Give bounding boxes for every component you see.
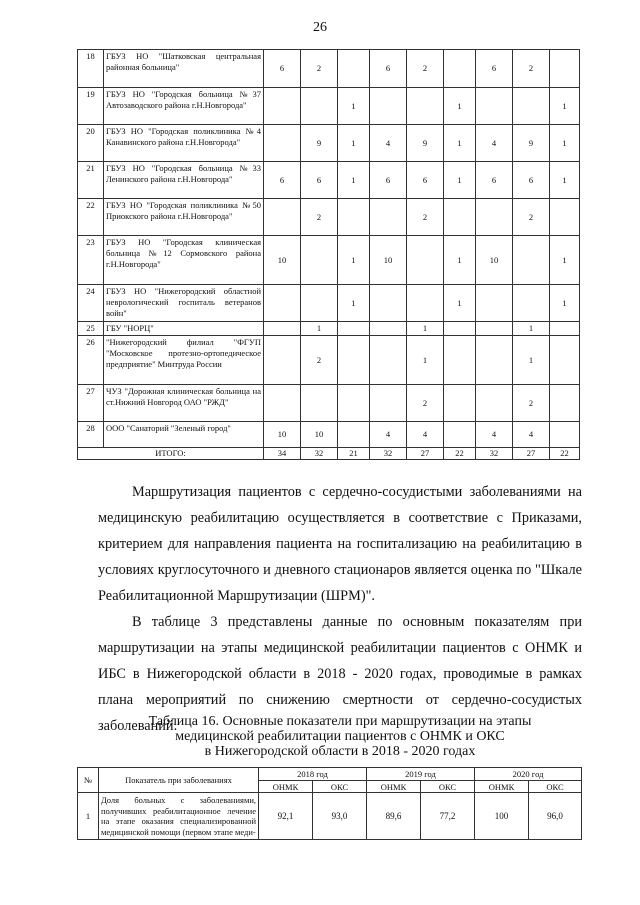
value-cell: 89,6	[367, 793, 421, 840]
count-cell: 10	[264, 236, 301, 285]
facility-name: ГБУЗ НО "Городская клиническая больница №12 Сормовского района г.Н.Новгорода"	[104, 236, 264, 285]
value-cell: 92,1	[259, 793, 313, 840]
count-cell	[338, 50, 370, 88]
count-cell	[444, 336, 476, 385]
total-cell: 27	[513, 448, 550, 460]
count-cell: 6	[264, 50, 301, 88]
count-cell: 2	[407, 50, 444, 88]
facility-name: ГБУЗ НО "Городская больница №33 Ленинского района г.Н.Новгорода"	[104, 162, 264, 199]
count-cell	[407, 88, 444, 125]
count-cell	[264, 125, 301, 162]
count-cell: 2	[513, 199, 550, 236]
subheader-cell: ОНМК	[259, 781, 313, 793]
table-row	[78, 336, 580, 385]
count-cell: 1	[444, 285, 476, 322]
facility-name: ГБУЗ НО "Шатковская центральная районная больница"	[104, 50, 264, 88]
count-cell	[264, 199, 301, 236]
count-cell	[264, 322, 301, 336]
total-label: ИТОГО:	[78, 448, 264, 460]
count-cell: 1	[338, 125, 370, 162]
count-cell: 6	[513, 162, 550, 199]
row-number: 28	[78, 422, 104, 448]
table-row	[78, 50, 580, 88]
total-cell: 21	[338, 448, 370, 460]
count-cell	[407, 236, 444, 285]
count-cell	[550, 422, 580, 448]
count-cell	[550, 322, 580, 336]
count-cell	[370, 322, 407, 336]
facility-name: "Нижегородский филиал "ФГУП "Московское протезно-ортопедическое предприятие" Минтруда России	[104, 336, 264, 385]
count-cell: 4	[513, 422, 550, 448]
count-cell	[338, 385, 370, 422]
count-cell: 6	[301, 162, 338, 199]
facility-name: ГБУЗ НО "Городская поликлиника №50 Приокского района г.Н.Новгорода"	[104, 199, 264, 236]
count-cell: 10	[264, 422, 301, 448]
count-cell: 1	[301, 322, 338, 336]
count-cell	[476, 285, 513, 322]
row-number: 18	[78, 50, 104, 88]
count-cell	[370, 336, 407, 385]
count-cell	[338, 322, 370, 336]
count-cell	[338, 199, 370, 236]
count-cell: 1	[550, 88, 580, 125]
count-cell: 2	[301, 50, 338, 88]
facility-name: ГБУЗ НО "Нижегородский областной неврологический госпиталь ветеранов войн"	[104, 285, 264, 322]
count-cell: 2	[513, 50, 550, 88]
count-cell: 1	[550, 162, 580, 199]
count-cell: 1	[550, 236, 580, 285]
caption-line-3: в Нижегородской области в 2018 - 2020 годах	[204, 744, 476, 759]
table-row	[78, 236, 580, 285]
caption-line-1: Таблица 16. Основные показатели при маршрутизации на этапы	[148, 714, 532, 729]
count-cell	[476, 199, 513, 236]
count-cell	[444, 50, 476, 88]
count-cell	[550, 199, 580, 236]
table-row	[78, 199, 580, 236]
facility-name: ГБУЗ НО "Городская больница №37 Автозаводского района г.Н.Новгорода"	[104, 88, 264, 125]
table-row	[78, 385, 580, 422]
total-cell: 32	[301, 448, 338, 460]
count-cell: 10	[370, 236, 407, 285]
indicators-table	[77, 767, 582, 840]
subheader-cell: ОНМК	[367, 781, 421, 793]
count-cell: 1	[338, 236, 370, 285]
row-number: 23	[78, 236, 104, 285]
header-year-2019: 2019 год	[367, 768, 475, 781]
table-row	[78, 422, 580, 448]
count-cell	[338, 422, 370, 448]
table-row	[78, 162, 580, 199]
count-cell: 1	[444, 236, 476, 285]
count-cell	[550, 50, 580, 88]
count-cell: 1	[550, 125, 580, 162]
count-cell	[301, 285, 338, 322]
table-row	[78, 322, 580, 336]
count-cell	[476, 385, 513, 422]
count-cell: 6	[264, 162, 301, 199]
row-number: 26	[78, 336, 104, 385]
count-cell	[264, 88, 301, 125]
count-cell	[370, 199, 407, 236]
count-cell: 10	[476, 236, 513, 285]
subheader-cell: ОКС	[421, 781, 475, 793]
subheader-cell: ОКС	[313, 781, 367, 793]
count-cell: 4	[407, 422, 444, 448]
count-cell: 2	[513, 385, 550, 422]
total-cell: 32	[476, 448, 513, 460]
row-number: 25	[78, 322, 104, 336]
count-cell: 1	[407, 336, 444, 385]
count-cell	[301, 88, 338, 125]
count-cell	[301, 236, 338, 285]
count-cell: 2	[301, 336, 338, 385]
count-cell	[444, 422, 476, 448]
facility-name: ЧУЗ "Дорожная клиническая больница на ст.Нижний Новгород ОАО "РЖД"	[104, 385, 264, 422]
count-cell: 4	[476, 125, 513, 162]
facility-name: ГБУЗ НО "Городская поликлиника №4 Канавинского района г.Н.Новгорода"	[104, 125, 264, 162]
paragraph-table-intro: В таблице 3 представлены данные по основным показателям при маршрутизации на этапы медицинской реабилитации пациентов с ОНМК и ИБС в Нижегородской области в 2018 - 2020 годах, проводимые в рамках плана мероприятий по снижению смертности от сердечно-сосудистых заболеваний.	[98, 614, 582, 734]
count-cell	[550, 336, 580, 385]
total-cell: 22	[550, 448, 580, 460]
paragraph-routing: Маршрутизация пациентов с сердечно-сосудистыми заболеваниями на медицинскую реабилитацию осуществляется в соответствие с Приказами, критерием для направления пациента на госпитализацию на реабилитацию в условиях круглосуточного и дневного стационаров является оценка по "Шкале Реабилитационной Маршрутизации (ШРМ)".	[98, 484, 582, 604]
count-cell	[513, 236, 550, 285]
row-number: 27	[78, 385, 104, 422]
count-cell: 1	[513, 322, 550, 336]
row-number: 20	[78, 125, 104, 162]
header-year-2018: 2018 год	[259, 768, 367, 781]
count-cell	[513, 88, 550, 125]
page-number: 26	[313, 20, 327, 35]
row-number: 19	[78, 88, 104, 125]
count-cell	[444, 199, 476, 236]
count-cell	[476, 88, 513, 125]
count-cell	[444, 385, 476, 422]
count-cell: 6	[476, 162, 513, 199]
count-cell: 1	[338, 285, 370, 322]
count-cell	[370, 285, 407, 322]
count-cell	[513, 285, 550, 322]
count-cell: 9	[301, 125, 338, 162]
total-cell: 34	[264, 448, 301, 460]
count-cell: 1	[444, 162, 476, 199]
subheader-cell: ОНМК	[475, 781, 529, 793]
count-cell: 2	[407, 385, 444, 422]
count-cell: 4	[370, 125, 407, 162]
row-number: 21	[78, 162, 104, 199]
count-cell	[264, 336, 301, 385]
count-cell: 2	[301, 199, 338, 236]
value-cell: 100	[475, 793, 529, 840]
count-cell	[476, 322, 513, 336]
count-cell	[370, 88, 407, 125]
row-number: 24	[78, 285, 104, 322]
table-caption	[98, 714, 582, 759]
indicator-text: Доля больных с заболеваниями, получивших реабилитационное лечение на этапе оказания специализированной медицинской помощи (первом этапе меди-	[99, 793, 259, 840]
count-cell	[476, 336, 513, 385]
count-cell: 1	[338, 88, 370, 125]
count-cell: 6	[407, 162, 444, 199]
count-cell: 6	[476, 50, 513, 88]
caption-line-2: медицинской реабилитации пациентов с ОНМК и ОКС	[175, 729, 505, 744]
header-indicator: Показатель при заболеваниях	[99, 768, 259, 793]
count-cell	[370, 385, 407, 422]
count-cell: 4	[476, 422, 513, 448]
facility-name: ООО "Санаторий "Зеленый город"	[104, 422, 264, 448]
count-cell: 1	[513, 336, 550, 385]
table-row	[78, 285, 580, 322]
count-cell	[444, 322, 476, 336]
count-cell: 4	[370, 422, 407, 448]
total-cell: 22	[444, 448, 476, 460]
facility-name: ГБУ "НОРЦ"	[104, 322, 264, 336]
table-row	[78, 88, 580, 125]
count-cell: 9	[407, 125, 444, 162]
value-cell: 77,2	[421, 793, 475, 840]
count-cell	[264, 385, 301, 422]
count-cell	[407, 285, 444, 322]
count-cell: 1	[550, 285, 580, 322]
count-cell: 6	[370, 162, 407, 199]
value-cell: 93,0	[313, 793, 367, 840]
count-cell	[338, 336, 370, 385]
header-num: №	[78, 768, 99, 793]
count-cell: 1	[338, 162, 370, 199]
count-cell: 9	[513, 125, 550, 162]
value-cell: 96,0	[529, 793, 582, 840]
total-row	[78, 448, 580, 460]
total-cell: 32	[370, 448, 407, 460]
total-cell: 27	[407, 448, 444, 460]
count-cell	[301, 385, 338, 422]
count-cell: 10	[301, 422, 338, 448]
count-cell: 1	[444, 125, 476, 162]
facilities-table	[77, 49, 580, 460]
count-cell	[550, 385, 580, 422]
row-num: 1	[78, 793, 99, 840]
count-cell	[264, 285, 301, 322]
subheader-cell: ОКС	[529, 781, 582, 793]
count-cell: 1	[407, 322, 444, 336]
header-year-2020: 2020 год	[475, 768, 582, 781]
row-number: 22	[78, 199, 104, 236]
table-row	[78, 125, 580, 162]
count-cell: 1	[444, 88, 476, 125]
count-cell: 6	[370, 50, 407, 88]
count-cell: 2	[407, 199, 444, 236]
